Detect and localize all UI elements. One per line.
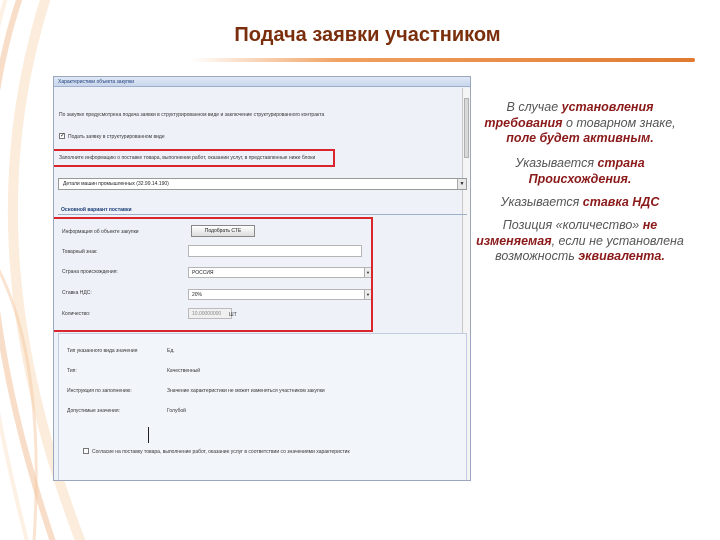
agree-checkbox[interactable] [83,448,89,454]
info-label-0: Тип указанного вида значения [67,348,138,354]
text-cursor [148,427,149,443]
slide-title: Подача заявки участником [234,24,501,46]
okpd-select[interactable] [58,178,467,190]
characteristics-info [58,333,467,481]
country-value: РОССИЯ [192,270,214,276]
intro-text: По закупке предусмотрена подача заявки в структурированном виде и заключение структурированного контракта [59,112,325,118]
structured-bid-label: Подать заявку в структурированном виде [68,134,165,140]
note-emphasis: ставка НДС [582,195,660,209]
select-cte-button[interactable]: Подобрать СТЕ [191,225,255,237]
note-vat [475,195,685,211]
note-quantity [475,218,685,265]
highlight-fields [53,217,373,332]
chevron-down-icon[interactable]: ▼ [457,179,466,189]
note-emphasis: не изменяемая [476,218,658,248]
note-text: Указывается [515,156,598,170]
note-emphasis: поле будет активным. [506,131,654,145]
form-screenshot [53,76,471,481]
note-text: о товарном знаке, [562,115,676,130]
form-header: Характеристики объекта закупки [54,77,470,87]
structured-bid-checkbox[interactable] [59,133,65,139]
highlight-prompt [53,149,335,167]
note-text: Позиция «количество» [502,218,643,232]
vat-label: Ставка НДС: [62,290,92,296]
info-label-2: Инструкция по заполнению: [67,388,132,394]
quantity-input: 10,00000000 [188,308,232,319]
country-label: Страна происхождения: [62,269,118,275]
info-value-1: Качественный [167,368,201,374]
note-country [475,156,685,187]
trademark-label: Товарный знак: [62,249,98,255]
quantity-label: Количество: [62,311,91,317]
section-divider [58,214,467,215]
note-text: Указывается [500,195,583,209]
chevron-down-icon[interactable]: ▼ [364,268,371,277]
section-title: Основной вариант поставки [61,207,132,213]
okpd-select-value: Детали машин промышленных (32.99.14.190) [63,181,169,187]
note-trademark [475,100,685,147]
note-emphasis: установления требования [484,100,654,130]
scrollbar-thumb[interactable] [464,98,469,158]
cte-info-label: Информация об объекте закупки [62,229,139,235]
info-prompt: Заполните информацию о поставке товара, выполнении работ, оказании услуг, в представленные ниже блоки [59,155,316,161]
info-value-0: Ед. [167,348,175,354]
note-emphasis: эквивалента. [578,249,665,263]
title-underline [190,58,695,62]
note-emphasis: страна Происхождения. [528,156,645,186]
chevron-down-icon[interactable]: ▼ [364,290,371,299]
info-value-2: Значение характеристики не может изменяться участником закупки [167,388,325,394]
info-value-3: Голубой [167,408,186,414]
info-label-1: Тип: [67,368,77,374]
agree-label: Согласие на поставку товара, выполнение работ, оказание услуг в соответствии со значениями характеристик [92,449,350,455]
info-label-3: Допустимые значения: [67,408,120,414]
vat-value: 20% [192,292,203,298]
quantity-unit: ШТ [229,312,237,318]
note-text: , если не установлена возможность [495,233,684,263]
note-text: В случае [506,100,562,114]
